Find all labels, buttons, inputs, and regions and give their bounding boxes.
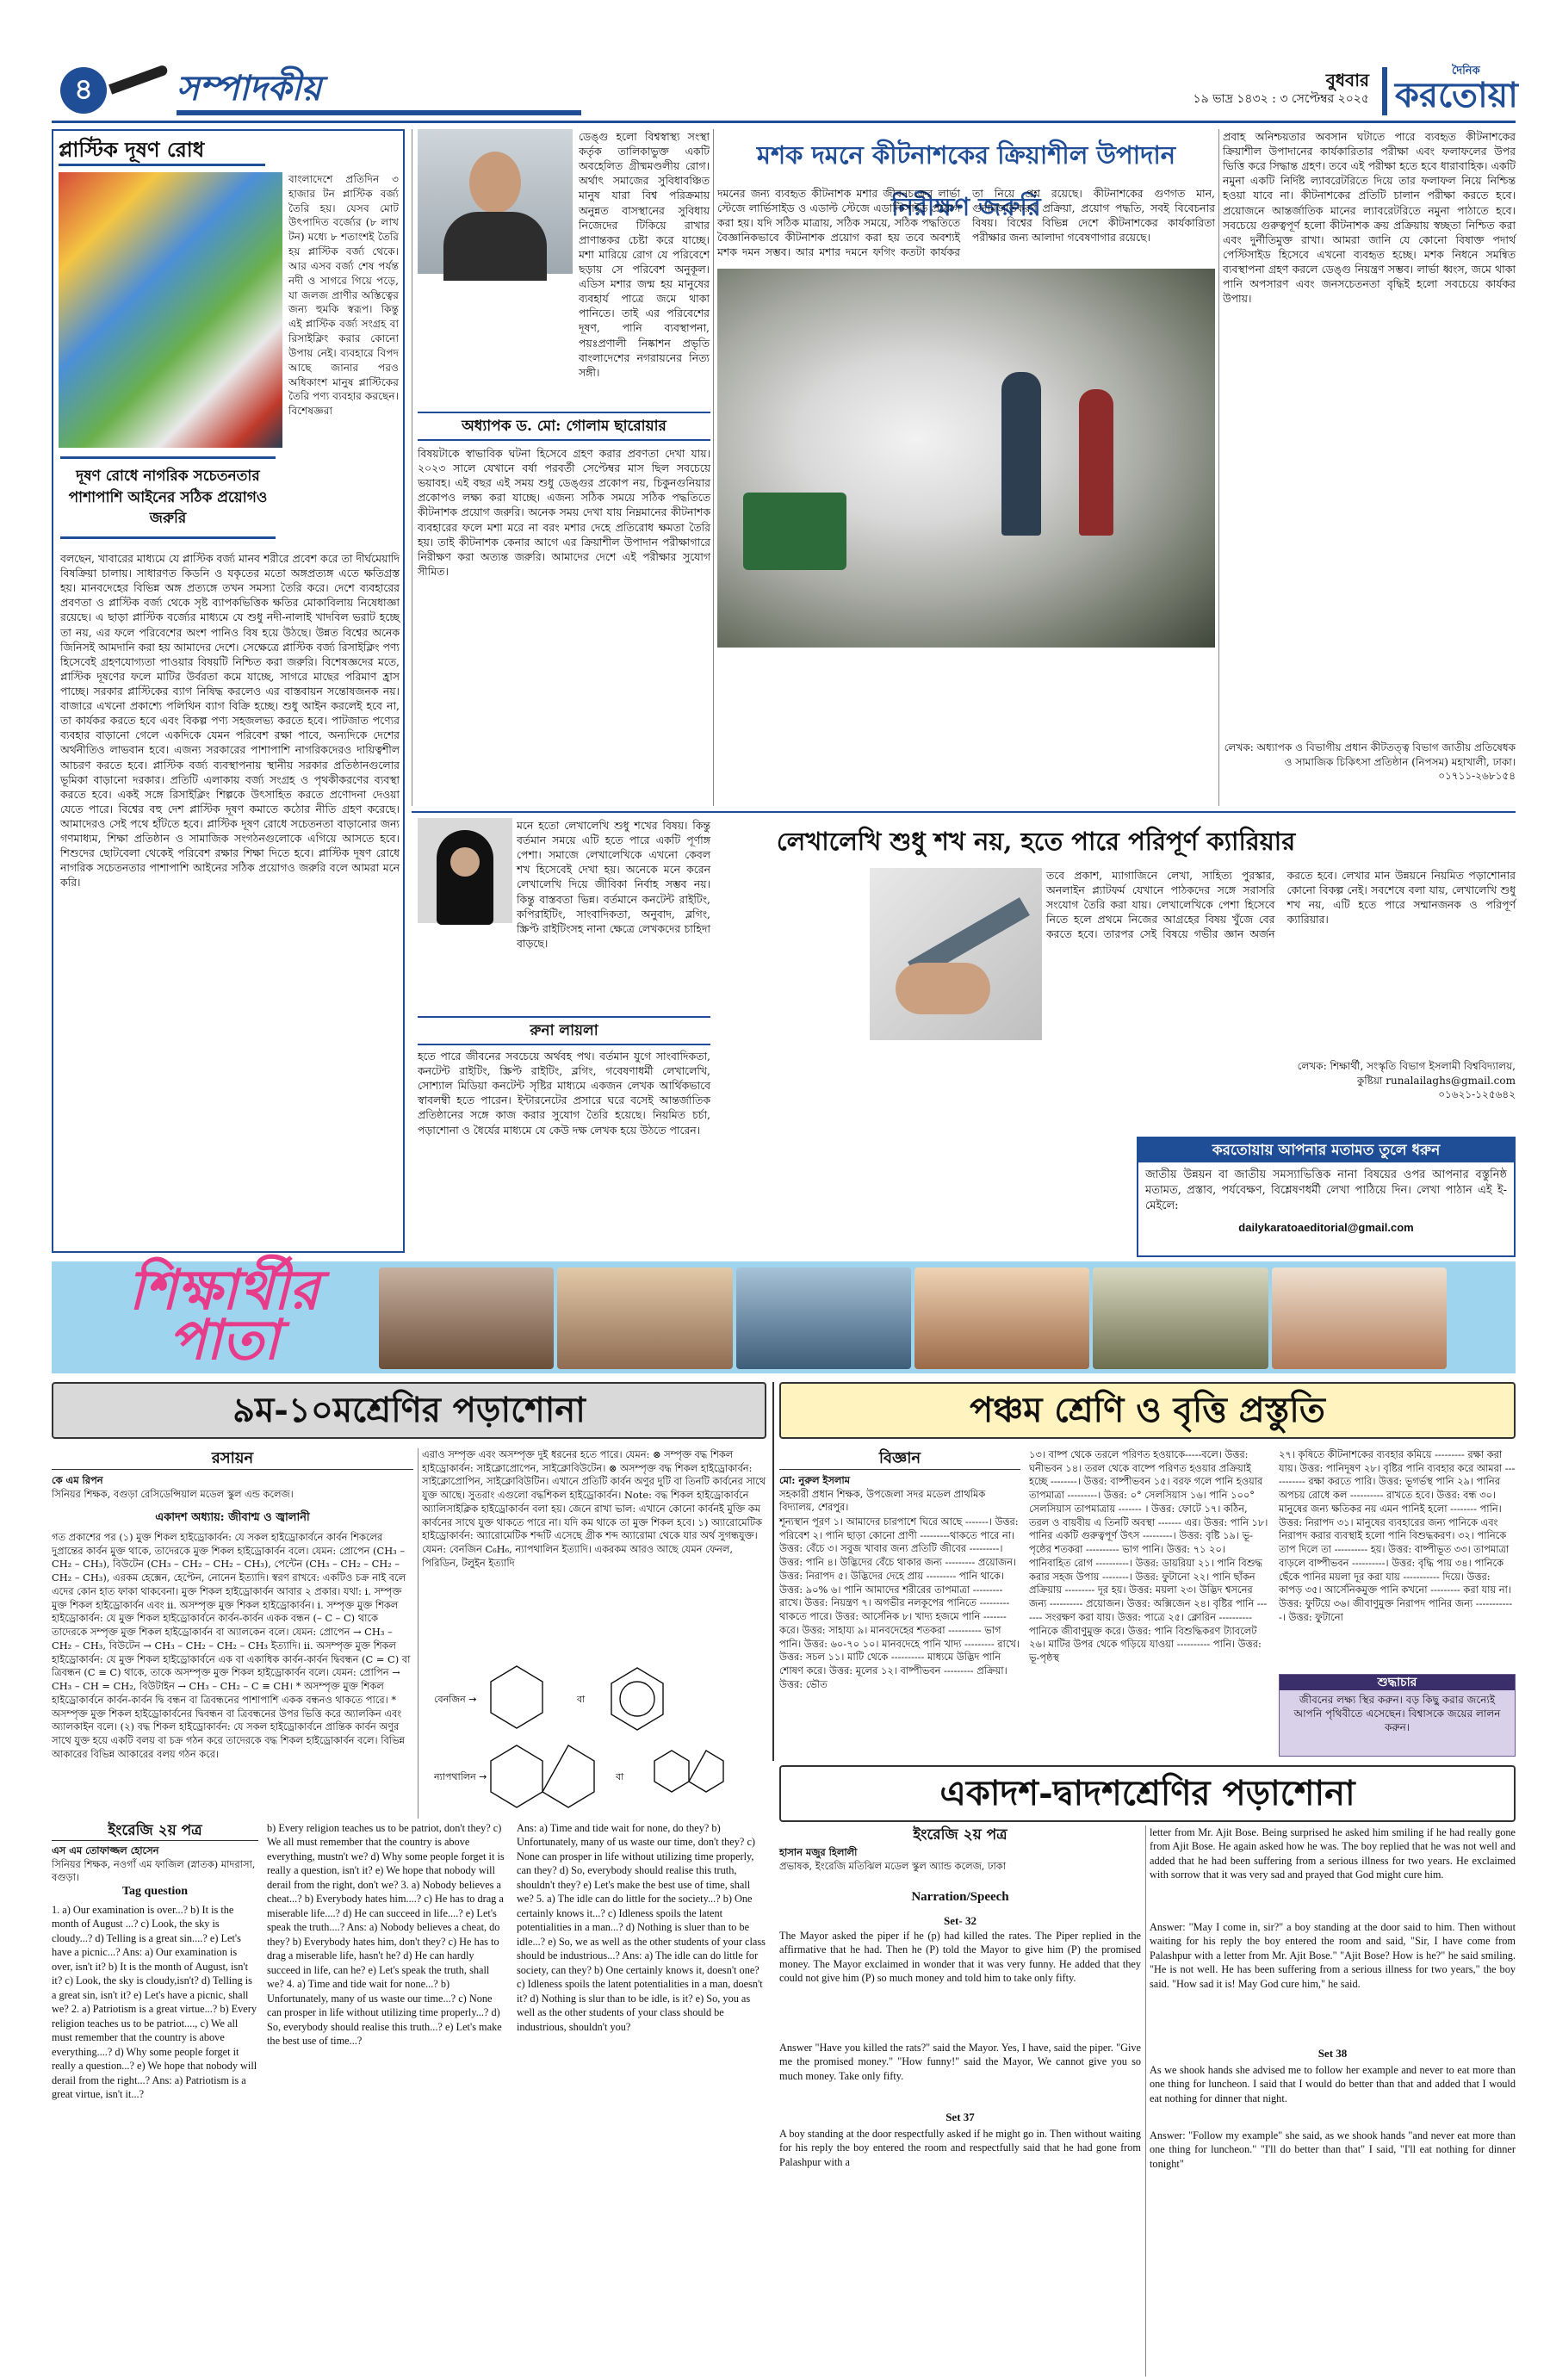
hsc-author-role: প্রভাষক, ইংরেজি মতিঝিল মডেল স্কুল অ্যান্ড কলেজ, ঢাকা <box>779 1859 1007 1872</box>
pen-icon <box>108 64 169 94</box>
eng-author-block <box>52 1844 258 1884</box>
writing-signature: লেখক: শিক্ষার্থী, সংস্কৃতি বিভাগ ইসলামী বিশ্ববিদ্যালয়, কুষ্টিয়া runalailaghs@gmail.com ০১৬২১-১২৫৬৪২ <box>1297 1060 1516 1101</box>
set37-question: A boy standing at the door respectfully asked if he might go in. Then without waiting for his reply the boy entered the room and respectfully said that he had gone from Palashpur with a <box>779 2128 1141 2168</box>
chem-author: কে এম রিপন <box>52 1474 103 1486</box>
mosquito-author: অধ্যাপক ড. মো: গোলাম ছারোয়ার <box>418 412 710 441</box>
chem-chapter: একাদশ অধ্যায়: জীবাশ্ম ও জ্বালানী <box>155 1511 310 1524</box>
column-rule <box>1218 129 1219 806</box>
section-divider <box>772 1382 774 1761</box>
eng-subject: ইংরেজি ২য় পত্র <box>52 1821 258 1841</box>
mosquito-intro-cont <box>418 277 573 405</box>
benzene-diagram <box>422 1649 766 1817</box>
or-label: বা <box>616 1771 624 1782</box>
plastic-title: প্লাস্টিক দূষণ রোধ <box>59 136 265 166</box>
writing-body-1: মনে হতো লেখালেখি শুধু শখের বিষয়। কিন্তু বর্তমান সময়ে এটি হতে পারে একটি পূর্ণাঙ্গ পেশা। সমাজে লেখালেখিকে এখনো কেবল শখ হিসেবেই দেখা হয়। অনেকে মনে করেন লেখালেখি দিয়ে জীবিকা নির্বাহ সম্ভব নয়। কিন্তু বাস্তবতা ভিন্ন। বর্তমানে কনটেন্ট রাইটিং, কপিরাইটিং, সাংবাদিকতা, অনুবাদ, ব্লগিং, স্ক্রিপ্ট রাইটিংসহ নানা ক্ষেত্রে লেখকদের চাহিদা বাড়ছে। <box>517 819 710 950</box>
plastic-side-text: বাংলাদেশে প্রতিদিন ৩ হাজার টন প্লাস্টিক বর্জ্য তৈরি হয়। যেসব মোট উৎপাদিত বর্জ্যের (৮ লাখ টন) মধ্যে ৮ শতাংশই তৈরি হয় প্লাস্টিক বর্জ্য থেকে। আর এসব বর্জ্য শেষ পর্যন্ত নদী ও সাগরে গিয়ে পড়ে, যা জলজ প্রাণীর অস্তিত্বের জন্য হুমকি স্বরূপ। কিন্তু এই প্লাস্টিক বর্জ্য সংগ্রহ বা রিসাইক্লিং করার কোনো উপায় নেই। ব্যবহারে বিপদ আছে জানার পরও অধিকাংশ মানুষ প্লাস্টিকের তৈরি পণ্য ব্যবহার করছেন। বিশেষজ্ঞরা <box>288 173 399 418</box>
chem-author-role: সিনিয়র শিক্ষক, বগুড়া রেসিডেন্সিয়াল মডেল স্কুল এন্ড কলেজ। <box>52 1487 294 1500</box>
hsc-author: হাসান মজুর হিলালী <box>779 1846 858 1858</box>
writing-body-3b <box>870 1045 1128 1254</box>
banner-line-1: শিক্ষার্থীর <box>128 1258 319 1323</box>
mosquito-intro: ডেঙ্গু হলো বিশ্বস্বাস্থ্য সংস্থা কর্তৃক তালিকাভুক্ত একটি অবহেলিত গ্রীষ্মমণ্ডলীয় রোগ। অর্থাৎ সমাজের সুবিধাবঞ্চিত মানুষ যারা বিশ্ব পরিক্রমায় অনুন্নত বাসস্থানের সুবিধায় নিজেদের টিকিয়ে রাখার প্রাণান্তকর চেষ্টা করে যাচ্ছে। মশা মারিয়ে রোগ যে পরিবেশে ছড়ায় সে পরিবেশ অনুকূল। এডিস মশার জন্ম হয় মানুষের ব্যবহার্য পাত্রে জমে থাকা পানিতে। তাই এর পরিবেশের দূষণ, পানি ব্যবস্থাপনা, পয়ঃপ্রণালী নিষ্কাশন প্রভৃতি বাংলাদেশের নগরায়নের নিত্য সঙ্গী। <box>579 130 710 379</box>
writing-body-2b <box>717 868 865 1254</box>
header-rule <box>52 121 1516 123</box>
sci-author-role: সহকারী প্রধান শিক্ষক, উপজেলা সদর মডেল প্রাথমিক বিদ্যালয়, শেরপুর। <box>779 1487 986 1514</box>
logo-big: করতোয়া <box>1395 75 1518 116</box>
narration-heading: Narration/Speech <box>911 1890 1009 1904</box>
chem-text: গত প্রকাশের পর (১) মুক্ত শিকল হাইড্রোকার্বন: যে সকল হাইড্রোকার্বনে কার্বন শিকলের দুপ্রান্তের কার্বন মুক্ত থাকে, তাদেরকে মুক্ত শিকল হাইড্রোকার্বন বলে। যেমন: প্রোপেন (CH₃ – CH₂ – CH₃), বিউটেন (CH₃ – CH₂ – CH₂ – CH₃), পেন্টেন (CH₃ – CH₂ – CH₂ – CH₂ – CH₃), এরকম হেক্সেন, হেপ্টেন, নোনেন ইত্যাদি। স্বরণ রাখবে: একটিও চক্র নাই বলে এদের কোন হাত ফাকা থাকবেনা। মুক্ত শিকল হাইড্রোকার্বন আবার ২ প্রকার। যথা: i. সম্পৃক্ত মুক্ত শিকল হাইড্রোকার্বন এবং ii. অসম্পৃক্ত মুক্ত শিকল হাইড্রোকার্বন। i. সম্পৃক্ত মুক্ত শিকল হাইড্রোকার্বন: যে মুক্ত শিকল হাইড্রোকার্বনে কার্বন-কার্বন একক বন্ধন (– C – C) থাকে তাদেরকে সম্পৃক্ত মুক্ত শিকল হাইড্রোকার্বন বা অ্যালকেন বলে। যেমন: প্রোপেন → CH₃ – CH₂ – CH₃, বিউটেন → CH₃ – CH₂ – CH₂ – CH₃ ইত্যাদি। ii. অসম্পৃক্ত মুক্ত শিকল হাইড্রোকার্বন: যে মুক্ত শিকল হাইড্রোকার্বনে এক বা একাধিক কার্বন-কার্বন দ্বিবন্ধন (C = C) বা ত্রিবন্ধন (C ≡ C) থাকে, তাকে অসম্পৃক্ত মুক্ত শিকল হাইড্রোকার্বন বলে। যেমন: প্রোপিন → CH₃ – CH = CH₂, বিউটাইন → CH₃ – CH₂ – C ≡ CH। * অসম্পৃক্ত মুক্ত শিকল হাইড্রোকার্বনে কার্বন-কার্বন দ্বি বন্ধন বা ত্রিবন্ধনের পাশাপাশি একক বন্ধনও থাকতে পারে। * অসম্পৃক্ত মুক্ত শিকল হাইড্রোকার্বনের দ্বিবন্ধন বা ত্রিবন্ধনের উপর ভিত্তি করে অ্যালকিন এবং অ্যালকাইন বলে। (২) বদ্ধ শিকল হাইড্রোকার্বন: যে সকল হাইড্রোকার্বনে প্রান্তিক কার্বন অণুর সাথে যুক্ত হয়ে একটি বলয় বা চক্র গঠন করে তাদেরকে বদ্ধ শিকল হাইড্রোকার্বন বলে। বিভিন্ন আকারের বিভিন্ন আকারের বলয় গঠন করে। <box>52 1531 411 1760</box>
notice-body: জাতীয় উন্নয়ন বা জাতীয় সমস্যাভিত্তিক নানা বিষয়ের ওপর আপনার বস্তুনিষ্ঠ মতামত, প্রস্তাব, পর্যবেক্ষণ, বিশ্লেষণধর্মী লেখা পাঠিয়ে দিন। লেখা পাঠান এই ই-মেইলে: <box>1145 1168 1507 1213</box>
date-box <box>1145 69 1369 108</box>
or-label: বা <box>577 1694 586 1705</box>
writing-body-3: তবে প্রকাশ, ম্যাগাজিনে লেখা, সাহিত্য পুরস্কার, অনলাইন প্ল্যাটফর্ম যেখানে পাঠকদের সঙ্গে সরাসরি সংযোগ তৈরি করা যায়। লেখালেখিকে পেশা হিসেবে নিতে হলে প্রথমে নিজের আগ্রহের বিষয় খুঁজে বের করতে হবে। তারপর সেই বিষয়ে গভীর জ্ঞান অর্জন করতে হবে। লেখার মান উন্নয়নে নিয়মিত পড়াশোনার কোনো বিকল্প নেই। সবশেষে বলা যায়, লেখালেখি শুধু শখ নয়, এটি হতে পারে সম্মানজনক ও পরিপূর্ণ ক্যারিয়ার। <box>1046 869 1516 941</box>
divider <box>1382 67 1387 115</box>
mosquito-body-1: বিষয়টাকে স্বাভাবিক ঘটনা হিসেবে গ্রহণ করার প্রবণতা দেখা যায়। ২০২৩ সালে যেখানে বর্ষা পরবর্তী সেপ্টেম্বর মাস ছিল সবচেয়ে ভয়াবহ। এই বছর এই সময় শুধু ডেঙ্গুর প্রকোপ নয়, চিকুনগুনিয়ার প্রকোপও লক্ষ্য করা যাচ্ছে। এজন্য সঠিক সময়ে সঠিক পদ্ধতিতে কীটনাশক প্রয়োগ জরুরি। অনেক সময় দেখা যায় নিম্নমানের কীটনাশক ব্যবহারের ফলে মশা মরে না বরং মশার দেহে প্রতিরোধ ক্ষমতা তৈরি হয়। তাই কীটনাশক কেনার আগে এর ক্রিয়াশীল উপাদান পরীক্ষাগারে নিরীক্ষণ করা অত্যন্ত জরুরি। আমাদের দেশে এই পরীক্ষার সুযোগ সীমিত। <box>418 447 710 578</box>
student-banner-title <box>69 1258 379 1373</box>
writing-hand-photo <box>870 868 1042 1040</box>
set38-answer: Answer: "Follow my example" she said, as we shook hands "and never eat more than one thing for luncheon." "I'll do better than that" I said, "I'll eat nothing for dinner tonight" <box>1150 2129 1516 2170</box>
weekday: বুধবার <box>1325 70 1369 90</box>
set32-answer: Answer "Have you killed the rats?" said the Mayor. Yes, I have, said the piper. "Give me the promised money." "How funny!" said the Mayor, We cannot give you so much money. Take only fifty. <box>779 2042 1141 2082</box>
writing-title: লেখালেখি শুধু শখ নয়, হতে পারে পরিপূর্ণ ক্যারিয়ার <box>776 827 1296 856</box>
set37-heading: Set 37 <box>946 2110 975 2123</box>
plastic-body: বলছেন, খাবারের মাধ্যমে যে প্লাস্টিক বর্জ্য মানব শরীরে প্রবেশ করে তা দীর্ঘমেয়াদি বিষক্রিয়া চালায়। সাধারণত কিডনি ও যকৃতের মতো অঙ্গপ্রত্যঙ্গ এতে ক্ষতিগ্রস্ত হয়। মানবদেহের বিভিন্ন অঙ্গ প্রত্যঙ্গে তখন সমস্যা তৈরি করে। দেশে ব্যবহারের প্রবণতা ও প্লাস্টিক বর্জ্য থেকে সৃষ্ট ব্যাপকভিত্তিক ক্ষতির মোকাবিলায় নিষেধাজ্ঞা রয়েছে। এ ছাড়া প্লাস্টিক বর্জ্যের মাধ্যমে যে শুধু নদী-নালাই খাদবিল ভরাট হচ্ছে তা নয়, এর ফলে পরিবেশের অংশ পানিও বিষ হয়ে উঠছে। উন্নত বিশ্বের অনেক জিনিসই আমদানি করা হয় আমাদের দেশে। সেক্ষেত্রে প্লাস্টিক বর্জ্য রিসাইক্লিং পণ্য হিসেবেই গ্রহণযোগ্যতা পাওয়ার বিষয়টি নিশ্চিত করা জরুরি। বিশেষজ্ঞদের মতে, প্লাস্টিক দূষণের ফলে মাটির উর্বরতা কমে যাচ্ছে, সাগরে মাছের পরিমাণ হ্রাস পাচ্ছে। সরকার প্লাস্টিকের ব্যাগ নিষিদ্ধ করলেও এর বাস্তবায়ন সন্তোষজনক নয়। বাজারে এখনো প্রকাশ্যে পলিথিন ব্যাগ বিক্রি হচ্ছে। শুধু আইন করলেই হবে না, তা কার্যকর করতে হবে এবং বিকল্প পণ্য সহজলভ্য করতে হবে। পাটজাত পণ্যের ব্যবহার বাড়ানো গেলে একদিকে যেমন পরিবেশ রক্ষা পাবে, অন্যদিকে দেশের অর্থনীতিও লাভবান হবে। এজন্য সরকারের পাশাপাশি নাগরিকদেরও দায়িত্বশীল আচরণ করতে হবে। প্লাস্টিক বর্জ্য ব্যবস্থাপনায় স্থানীয় সরকার প্রতিষ্ঠানগুলোর ভূমিকা বাড়ানো দরকার। প্রতিটি এলাকায় বর্জ্য সংগ্রহ ও পৃথকীকরণের ব্যবস্থা করতে হবে। একই সঙ্গে রিসাইক্লিং শিল্পকে উৎসাহিত করতে প্রণোদনা দেওয়া যেতে পারে। বিশ্বের বহু দেশ প্লাস্টিক দূষণ কমাতে কঠোর নীতি গ্রহণ করেছে। আমাদেরও সেই পথে হাঁটতে হবে। প্লাস্টিক দূষণ রোধে সচেতনতা বাড়ানোর জন্য গণমাধ্যম, শিক্ষা প্রতিষ্ঠান ও সামাজিক সংগঠনগুলোকে এগিয়ে আসতে হবে। শিশুদের ছোটবেলা থেকেই পরিবেশ রক্ষার শিক্ষা দিতে হবে। প্লাস্টিক দূষণ রোধে নাগরিক সচেতনতার পাশাপাশি আইনের সঠিক প্রয়োগও জরুরি বলে আমরা মনে করি। <box>60 552 400 889</box>
notice-email[interactable]: dailykaratoaeditorial@gmail.com <box>1238 1220 1414 1234</box>
grade5-heading: পঞ্চম শ্রেণি ও বৃত্তি প্রস্তুতি <box>779 1382 1516 1439</box>
set32-heading: Set- 32 <box>944 1914 976 1927</box>
eng-author: এস এম তোফাজ্জল হোসেন <box>52 1844 159 1856</box>
tag-questions-3: Ans: a) Time and tide wait for none, do they? b) Unfortunately, many of us waste our time, don't they? c) None can prosper in life without utilizing time properly, can they? d) So, everybody should realise this truth, shouldn't they? e) Let's make the best use of time, shall we? 5. a) The idle can do little for the society...? b) One certainly knows it...? c) Idleness spoils the latent potentialities in a man...? d) Nothing is sluer than to be idle...? e) So, we as well as the other students of your class should be industrious...? Ans: a) The idle can do little for society, can they? b) One certainly knows it, doesn't one? c) Idleness spoils the latent potentialities in a man, doesn't it? d) Nothing is slur than to be idle, is it? e) So, you as well as the other students of your class should be industrious, shouldn't you? <box>517 1822 766 2033</box>
date-line: ১৯ ভাদ্র ১৪৩২ : ৩ সেপ্টেম্বর ২০২৫ <box>1193 92 1369 107</box>
mosquito-signature: লেখক: অধ্যাপক ও বিভাগীয় প্রধান কীটতত্ত্ব বিভাগ জাতীয় প্রতিষেধক ও সামাজিক চিকিৎসা প্রতিষ্ঠান (নিপসম) মহাখালী, ঢাকা। ০১৭১১-২৬৮১৫৪ <box>1224 741 1516 783</box>
chem-author-block <box>52 1474 413 1500</box>
hsc-subject: ইংরেজি ২য় পত্র <box>913 1826 1008 1844</box>
chem-subject: রসায়ন <box>52 1448 413 1470</box>
hsc-author-block <box>779 1846 1141 1886</box>
banner-line-2: পাতা <box>168 1308 280 1373</box>
mosquito-body-2b <box>717 654 1215 806</box>
section-title: সম্পাদকীয় <box>177 65 581 115</box>
mosquito-title: মশক দমনে কীটনাশকের ক্রিয়াশীল উপাদান নিরীক্ষণ জরুরি <box>756 140 1176 221</box>
students-photo-strip <box>379 1267 1447 1369</box>
logo-small: দৈনিক <box>1452 65 1480 77</box>
writing-body-2: হতে পারে জীবনের সবচেয়ে অর্থবহ পথ। বর্তমান যুগে সাংবাদিকতা, কনটেন্ট রাইটিং, স্ক্রিপ্ট রাইটিং, ব্লগিং, গবেষণাধর্মী লেখালেখি, সোশ্যাল মিডিয়া কনটেন্ট সৃষ্টির মাধ্যমে একজন লেখক আর্থিকভাবে স্বাবলম্বী হতে পারেন। ইন্টারনেটের প্রসারে ঘরে বসেই আন্তর্জাতিক প্রতিষ্ঠানের সঙ্গে কাজ করার সুযোগ তৈরি হয়েছে। নিয়মিত চর্চা, পড়াশোনা ও ধৈর্যের মাধ্যমে যে কেউ দক্ষ লেখক হয়ে উঠতে পারেন। <box>418 1050 710 1137</box>
mosquito-body-2: দমনের জন্য ব্যবহৃত কীটনাশক মশার জীবনচক্রের লার্ভা স্টেজে লার্ভিসাইড ও এডাল্ট স্টেজে এডাল্টিসাইড প্রয়োগ করা হয়। যদি সঠিক মাত্রায়, সঠিক সময়ে, সঠিক পদ্ধতিতে বৈজ্ঞানিকভাবে কীটনাশক প্রয়োগ করা হয় তবে অবশ্যই মশক দমন সম্ভব। আর মশার দমনে ফগিং কতটা কার্যকর তা নিয়ে প্রশ্ন রয়েছে। কীটনাশকের গুণগত মান, গুদামজাতকরণ প্রক্রিয়া, প্রয়োগ পদ্ধতি, সবই বিবেচনার বিষয়। বিশ্বের বিভিন্ন দেশে কীটনাশকের কার্যকারিতা পরীক্ষার জন্য আলাদা গবেষণাগার রয়েছে। <box>717 187 1215 259</box>
sci-author-block <box>779 1474 1020 1512</box>
sci-questions-2: ১৩। বাষ্প থেকে তরলে পরিণত হওয়াকে-----বলে। উত্তর: ঘনীভবন ১৪। তরল থেকে বাষ্পে পরিণত হওয়ার প্রক্রিয়াই হচ্ছে --------। উত্তর: বাষ্পীভবন ১৫। বরফ গলে পানি হওয়ার তাপমাত্রা ---------। উত্তর: ০° সেলসিয়াস ১৬। পানি ১০০° সেলসিয়াস তাপমাত্রায় ------- । উত্তর: ফোটে ১৭। কঠিন, তরল ও বায়বীয় এ তিনটি অবস্থা ------- এর। উত্তর: পানি ১৮। পানির একটি গুরুত্বপূর্ণ উৎস ---------। উত্তর: বৃষ্টি ১৯। ভূ-পৃষ্ঠের শতকরা ---------- ভাগ পানি। উত্তর: ৭১ ২০। পানিবাহিত রোগ ----------। উত্তর: ডায়রিয়া ২১। পানি বিশুদ্ধ করার সহজ উপায় --------। উত্তর: ফুটানো ২২। পানি ছাঁকন প্রক্রিয়ায় --------- দূর হয়। উত্তর: ময়লা ২৩। উদ্ভিদ শ্বসনের জন্য ---------- প্রয়োজন। উত্তর: অক্সিজেন ২৪। বৃষ্টির পানি ------- সংরক্ষণ করা যায়। উত্তর: পাত্রে ২৫। ক্লোরিন ---------- পানিকে জীবাণুমুক্ত করে। উত্তর: পানি বিশুদ্ধিকরণ ট্যাবলেট ২৬। মাটির উপর থেকে গড়িয়ে যাওয়া ---------- পানি। উত্তর: ভূ-পৃষ্ঠস্থ <box>1029 1448 1268 1664</box>
ethics-text: জীবনের লক্ষ্য স্থির করুন। বড় কিছু করার জন্যেই আপনি পৃথিবীতে এসেছেন। বিশ্বাসকে জয়ের লালন করুন। <box>1293 1694 1501 1734</box>
ethics-title: শুদ্ধাচার <box>1280 1675 1515 1690</box>
plastic-waste-photo <box>59 172 282 448</box>
section-rule <box>412 811 1516 813</box>
fogging-photo <box>717 269 1215 648</box>
sci-questions-3: ২৭। কৃষিতে কীটনাশকের ব্যবহার কমিয়ে --------- রক্ষা করা যায়। উত্তর: পানিদূষণ ২৮। বৃষ্টির পানি ব্যবহার করে আমরা ----------- রক্ষা করতে পারি। উত্তর: ভূগর্ভস্থ পানি ২৯। পানির অপচয় রোধে কল ---------- রাখতে হবে। উত্তর: বন্ধ ৩০। মানুষের জন্য ক্ষতিকর নয় এমন পানিই হলো -------- পানি। উত্তর: নিরাপদ ৩১। মানুষের ব্যবহারের জন্য পানিকে এবং নিরাপদ করার ব্যবস্থাই হলো পানি বিশুদ্ধকরণ। ৩২। পানিকে তাপ দিলে তা ---------- হয়। উত্তর: বাষ্পীভূত ৩৩। তাপমাত্রা বাড়লে বাষ্পীভবন ----------। উত্তর: বৃদ্ধি পায় ৩৪। পানিকে ছেঁকে পানির ময়লা দূর করা যায় ----------- দিয়ে। উত্তর: কাপড় ৩৫। আর্সেনিকমুক্ত পানি কখনো --------- করা যায় না। উত্তর: ফুটিয়ে ৩৬। জীবাণুমুক্ত নিরাপদ পানির জন্য ------------। উত্তর: ফুটানো <box>1279 1448 1516 1623</box>
set38-heading: Set 38 <box>1318 2047 1348 2060</box>
naphthalene-label: ন্যাপথালিন → <box>434 1771 487 1782</box>
grade9-10-heading: ৯ম-১০মশ্রেণির পড়াশোনা <box>52 1382 766 1439</box>
benzene-label: বেনজিন → <box>434 1694 477 1705</box>
opinion-notice <box>1137 1137 1516 1257</box>
author-photo-writer <box>418 818 512 923</box>
sci-questions-1: শূন্যস্থান পূরণ ১। আমাদের চারপাশে ঘিরে আছে -------। উত্তর: পরিবেশ ২। পানি ছাড়া কোনো প্রাণী ---------থাকতে পারে না। উত্তর: বেঁচে ৩। সবুজ খাবার জন্য প্রতিটি জীবের ---------। উত্তর: পানি ৪। উদ্ভিদের বেঁচে থাকার জন্য --------- প্রয়োজন। উত্তর: নিরাপদ ৫। উদ্ভিদের দেহে প্রায় --------- পানি থাকে। উত্তর: ৯০% ৬। পানি আমাদের শরীরের তাপমাত্রা --------- রাখে। উত্তর: নিয়ন্ত্রণ ৭। অগভীর নলকূপের পানিতে --------- থাকতে পারে। উত্তর: আর্সেনিক ৮। খাদ্য হজমে পানি ------- করে। উত্তর: সাহায্য ৯। মানবদেহের শতকরা ---------- ভাগ পানি। উত্তর: ৬০-৭০ ১০। মানবদেহে পানি খাদ্য --------- রাখে। উত্তর: সচল ১১। মাটি থেকে ---------- মাধ্যমে উদ্ভিদ পানি শোষণ করে। উত্তর: মূলের ১২। বাষ্পীভবন --------- প্রক্রিয়া। উত্তর: ভৌত <box>779 1515 1020 1690</box>
eng-author-role: সিনিয়র শিক্ষক, নওগাঁ এম ফাজিল (স্নাতক) মাদরাসা, বগুড়া। <box>52 1857 256 1884</box>
chem-text-2: এরাও সম্পৃক্ত এবং অসম্পৃক্ত দুই ধরনের হতে পারে। যেমন: ⊗ সম্পৃক্ত বদ্ধ শিকল হাইড্রোকার্বন: সাইক্লোপ্রোপেন, সাইক্লোবিউটেন। ⊗ অসম্পৃক্ত বদ্ধ শিকল হাইড্রোকার্বন: সাইক্লোপ্রোপিন, সাইক্লোবিউটিন। এখানে প্রতিটি কার্বন অণুর দুটি বা তিনটি কার্বনের সাথে যুক্ত আছে। সুতরাং এগুলো বদ্ধশিকল হাইড্রোকার্বন। Note: বদ্ধ শিকল হাইড্রোকার্বনে অ্যালিসাইক্লিক হাইড্রোকার্বন বলা হয়। জেনে রাখা ভাল: এখানে কোনো কার্বনই মুক্তি কম কার্বনের সাথে যুক্ত থাকতে পারে না। যদি কম থাকে তা মুক্ত শিকল হবে। ১) অ্যারোমেটিক হাইড্রোকার্বন: অ্যারোমেটিক শব্দটি এসেছে গ্রীক শব্দ অ্যারোমা থেকে যার অর্থ সুগন্ধযুক্ত। যেমন: বেনজিন C₆H₆, ন্যাপথালিন ইত্যাদি। একরকম আরও আছে যেমন ফেনল, পিরিডিন, টলুইন ইত্যাদি <box>422 1448 766 1569</box>
sci-subject: বিজ্ঞান <box>779 1448 1020 1470</box>
tag-questions-1: 1. a) Our examination is over...? b) It is the month of August ...? c) Look, the sky is cloudy...? d) Telling is a great sin....? e) Let's have a picnic...? Ans: a) Our examination is over, isn't it? b) It is the month of August, isn't it? c) Look, the sky is cloudy,isn't? d) Telling is a great sin, isn't it? e) Let's have a picnic, shall we? 2. a) Patriotism is a great virtue...? b) Every religion teaches us to be patriot...., c) We all must remember that the country is above everything....? d) Why some people forget it really a question...? e) We hope that nobody will derail from the right...? Ans: a) Patriotism is a great virtue, isn't it...? <box>52 1904 257 2101</box>
tag-questions-2: b) Every religion teaches us to be patriot, don't they? c) We all must remember that the country is above everything, mustn't we? d) Why some people forget it is really a question, isn't it? e) We hope that nobody will derail from the right, don't we? 3. a) Nobody believes a cheat...? b) Everybody hates him....? c) He has to drag a miserable life....? d) He can succeed in life....? e) Let's speak the truth....? Ans: a) Nobody believes a cheat, do they? b) Everybody hates him, don't they? c) He has to drag a miserable life, hasn't he? d) He can hardly succeed in life, can he? e) Let's speak the truth, shall we? 4. a) Time and tide wait for none...? b) Unfortunately, many of us waste our time...? c) None can prosper in life without utilizing time properly...? d) So, everybody should realise this truth...? e) Let's make the best use of time...? <box>267 1822 505 2048</box>
sci-author: মো: নুরুল ইসলাম <box>779 1474 850 1486</box>
writing-body-1b <box>418 927 710 1013</box>
notice-title: করতোয়ায় আপনার মতামত তুলে ধরুন <box>1138 1138 1514 1162</box>
grade11-12-heading: একাদশ-দ্বাদশশ্রেণির পড়াশোনা <box>779 1765 1516 1822</box>
column-rule <box>713 129 714 806</box>
tag-heading: Tag question <box>121 1885 189 1898</box>
set32-question: The Mayor asked the piper if he (p) had killed the rates. The Piper replied in the affirmative that he had. Then he (P) told the Mayor to give him (P) the promised money. The Mayor exclaimed in wonder that it was very funny. He added that they could not give him (P) so much money and told him to take only fifty. <box>779 1930 1141 1985</box>
ethics-box <box>1279 1674 1516 1757</box>
writing-author: রুনা লায়লা <box>418 1016 710 1045</box>
author-photo <box>418 129 573 274</box>
page-number: ৪ <box>60 67 107 114</box>
mosquito-body-3: প্রবাহ অনিশ্চয়তার অবসান ঘটাতে পারে ব্যবহৃত কীটনাশকের ক্রিয়াশীল উপাদানের কার্যকারিতার পরীক্ষা এবং ফলাফলের উপর ভিত্তি করে সিদ্ধান্ত গ্রহণ। তবে এই পরীক্ষা হতে হবে ধারাবাহিক। একটি নমুনা একটি নির্দিষ্ট ল্যাবরেটরিতে দিয়ে তার ফলাফল নিয়ে নিশ্চিন্ত হওয়া যাবে না। কীটনাশকের প্রতিটি চালান পরীক্ষা করতে হবে। প্রয়োজনে আন্তর্জাতিক মানের ল্যাবরেটরিতে নমুনা পাঠাতে হবে। সবচেয়ে গুরুত্বপূর্ণ হলো কীটনাশক ক্রয় প্রক্রিয়ায় স্বচ্ছতা নিশ্চিত করা এবং দুর্নীতিমুক্ত রাখা। আমরা জানি যে কোনো বিষাক্ত পদার্থ পেস্টিসাইড হিসেবে এখনো ব্যবহৃত হচ্ছে। মশক নিধনে সমন্বিত ব্যবস্থাপনা গ্রহণ করলে ডেঙ্গু নিয়ন্ত্রণ সম্ভব। লার্ভা ধ্বংস, জমে থাকা পানি অপসারণ এবং জনসচেতনতা বৃদ্ধিই হলো সবচেয়ে কার্যকর উপায়। <box>1223 130 1516 306</box>
set38-question: As we shook hands she advised me to follow her example and never to eat more than one thing for luncheon. I said that I would do better than that and added that I would eat nothing for dinner that night. <box>1150 2064 1516 2104</box>
set37-question-cont: letter from Mr. Ajit Bose. Being surprised he asked him smiling if he had really gone from Ajit Bose. He again asked how he was. The boy replied that he was not well and added that he had been suffering from a serious illness for two years. He exclaimed with sorrow that it was very sad and prayed that God might cure him. <box>1150 1826 1516 1881</box>
newspaper-logo <box>1395 64 1524 117</box>
column-rule <box>1145 1825 1146 2377</box>
plastic-pullquote: দূষণ রোধে নাগরিক সচেতনতার পাশাপাশি আইনের সঠিক প্রয়োগও জরুরি <box>60 456 276 539</box>
set37-answer: Answer: "May I come in, sir?" a boy standing at the door said to him. Then without waiting for his reply the boy entered the room and said, "Sir, I have come from Palashpur with a letter from Mr. Ajit Bose." "Ajit Bose? How is he?" he said smiling. "He is not well. He has been suffering from a serious illness for two years," the boy said. "How sad it is! May God cure him," he said. <box>1150 1921 1516 1990</box>
